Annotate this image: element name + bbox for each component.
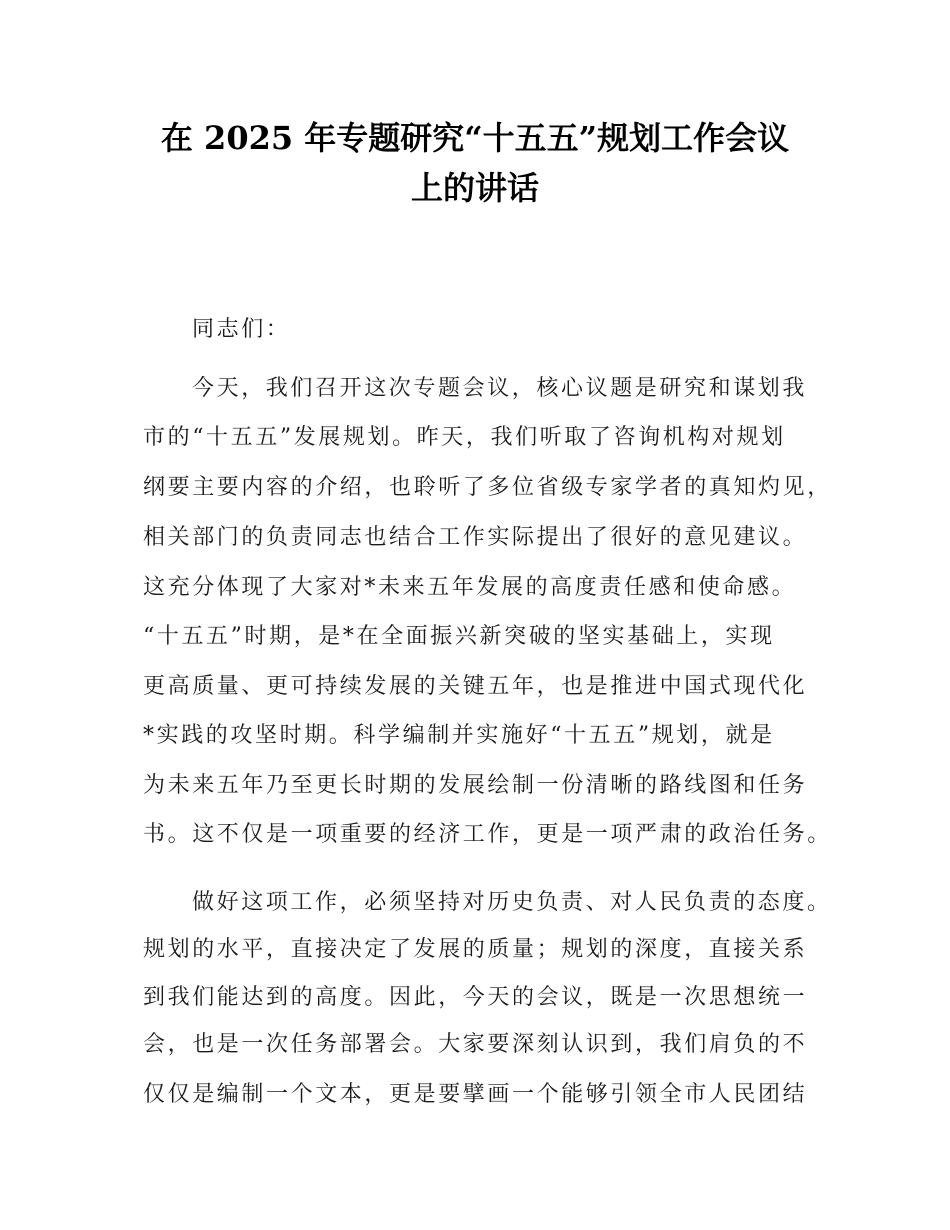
paragraph-line: 这充分体现了大家对*未来五年发展的高度责任感和使命感。: [143, 575, 797, 600]
paragraph-line: 市的“十五五”发展规划。昨天，我们听取了咨询机构对规划: [143, 425, 786, 450]
paragraph-line: *实践的攻坚时期。科学编制并实施好“十五五”规划，就是: [143, 723, 775, 748]
paragraph-line: 到我们能达到的高度。因此，今天的会议，既是一次思想统一: [143, 985, 808, 1010]
paragraph-line: 仅仅是编制一个文本，更是要擘画一个能够引领全市人民团结: [143, 1082, 808, 1107]
paragraph-line: 更高质量、更可持续发展的关键五年，也是推进中国式现代化: [143, 674, 808, 699]
paragraph-line: 做好这项工作，必须坚持对历史负责、对人民负责的态度。: [192, 890, 832, 915]
document-title-line-1: 在 2025 年专题研究“十五五”规划工作会议: [160, 119, 790, 157]
paragraph-line: 书。这不仅是一项重要的经济工作，更是一项严肃的政治任务。: [143, 822, 832, 847]
paragraph-line: 相关部门的负责同志也结合工作实际提出了很好的意见建议。: [143, 525, 808, 550]
document-title-line-2: 上的讲话: [410, 169, 539, 207]
paragraph-line: 规划的水平，直接决定了发展的质量；规划的深度，直接关系: [143, 937, 808, 962]
paragraph-line: “十五五”时期，是*在全面振兴新突破的坚实基础上，实现: [143, 624, 775, 649]
paragraph-line: 为未来五年乃至更长时期的发展绘制一份清晰的路线图和任务: [143, 773, 808, 798]
paragraph-line: 今天，我们召开这次专题会议，核心议题是研究和谋划我: [192, 376, 808, 401]
paragraph-line: 纲要主要内容的介绍，也聆听了多位省级专家学者的真知灼见，: [143, 475, 832, 500]
salutation: 同志们：: [192, 317, 291, 342]
paragraph-line: 会，也是一次任务部署会。大家要深刻认识到，我们肩负的不: [143, 1032, 808, 1057]
